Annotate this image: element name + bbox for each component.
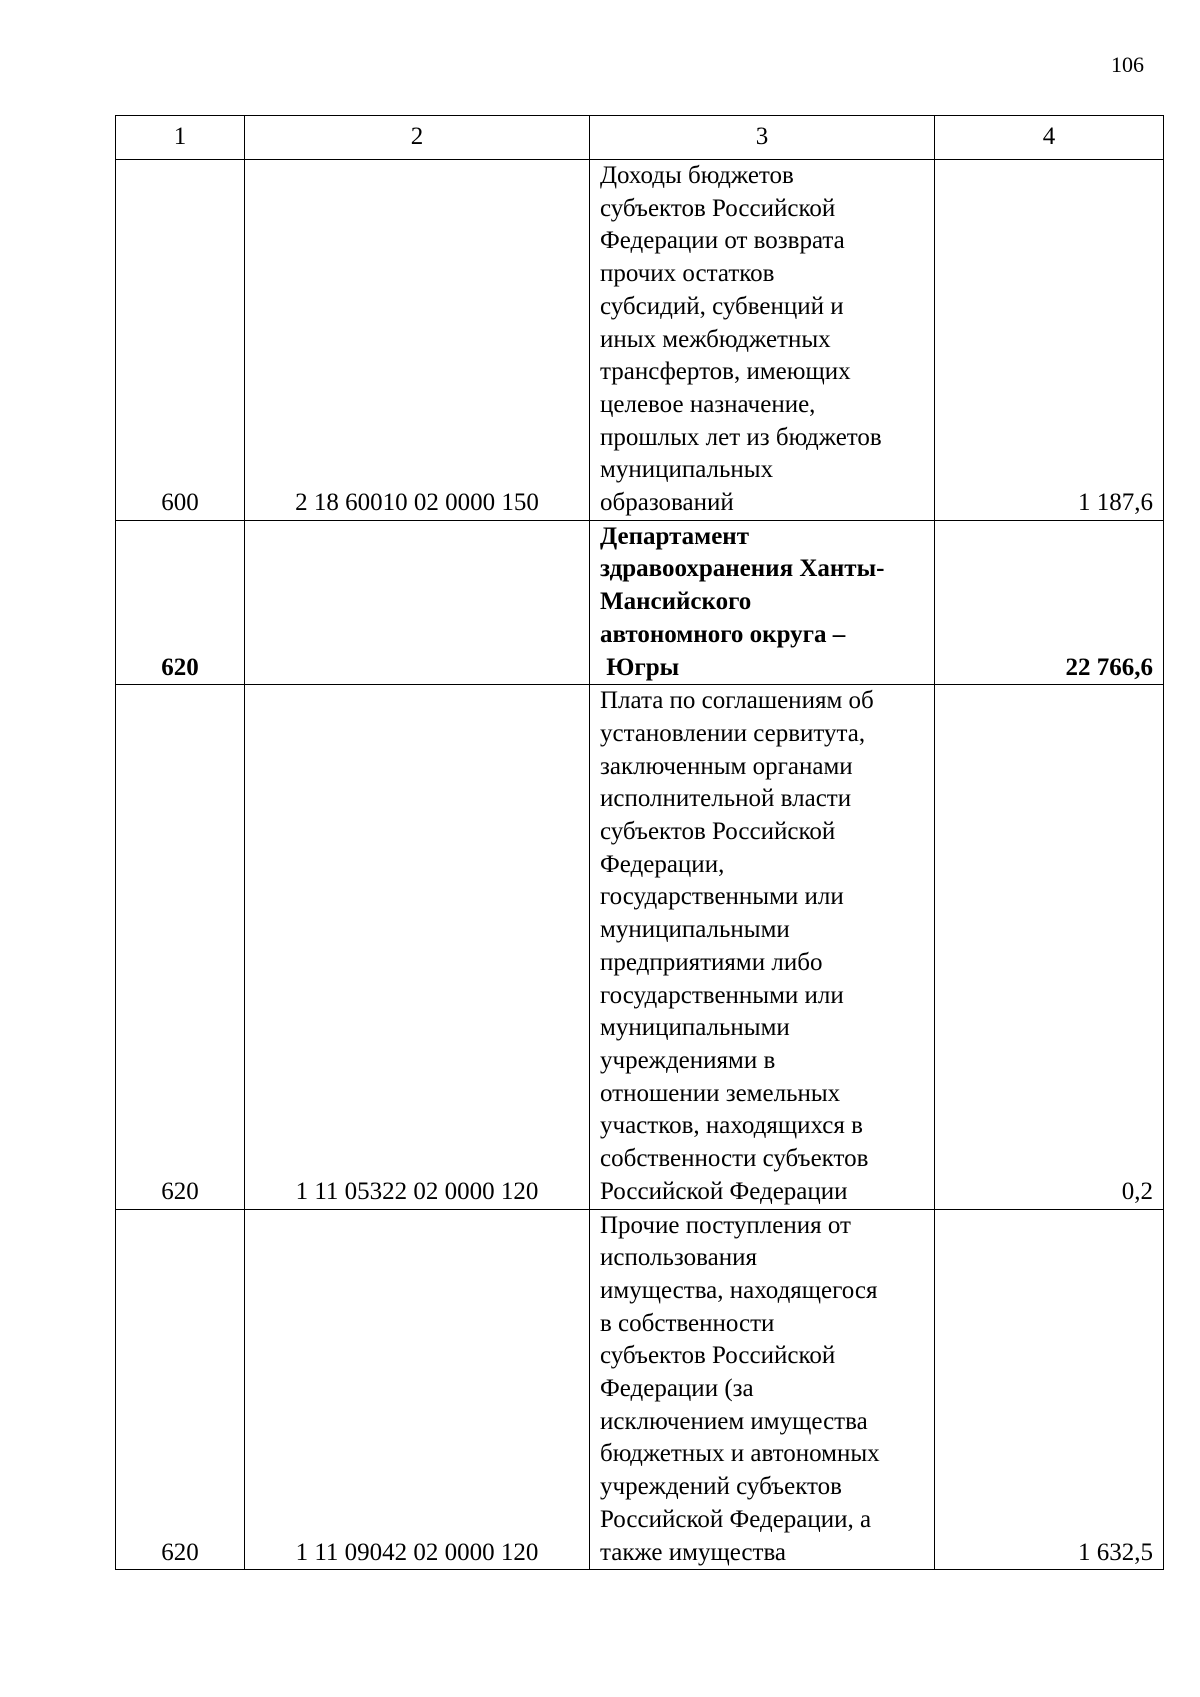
description-line: образований bbox=[600, 489, 734, 517]
description-line: предприятиями либо bbox=[600, 948, 823, 976]
budget-classification-code-cell bbox=[245, 520, 590, 685]
description-line: Федерации (за bbox=[600, 1375, 754, 1403]
amount-cell: 22 766,6 bbox=[935, 520, 1164, 685]
description-line: муниципальными bbox=[600, 916, 790, 944]
description-line: прочих остатков bbox=[600, 260, 775, 288]
table-row bbox=[116, 1209, 1164, 1570]
description-line: Доходы бюджетов bbox=[600, 162, 794, 189]
description-line: участков, находящихся в bbox=[600, 1112, 863, 1140]
description-line: имущества, находящегося bbox=[600, 1276, 878, 1304]
description-line: Российской Федерации bbox=[600, 1177, 848, 1205]
description-cell bbox=[590, 685, 935, 1209]
description-line: Югры bbox=[600, 653, 680, 681]
amount-cell: 1 187,6 bbox=[935, 160, 1164, 521]
description-line: собственности субъектов bbox=[600, 1145, 869, 1173]
description-line: Мансийского bbox=[600, 588, 752, 616]
description-line: государственными или bbox=[600, 981, 844, 1009]
amount-cell: 1 632,5 bbox=[935, 1209, 1164, 1570]
description-line: иных межбюджетных bbox=[600, 325, 831, 353]
description-line: здравоохранения Ханты- bbox=[600, 555, 885, 583]
description-line: государственными или bbox=[600, 883, 844, 911]
budget-classification-code-cell: 2 18 60010 02 0000 150 bbox=[245, 160, 590, 521]
description-line: Плата по соглашениям об bbox=[600, 687, 874, 715]
description-line: субъектов Российской bbox=[600, 194, 836, 222]
table-header-row bbox=[116, 116, 1164, 160]
table-row bbox=[116, 160, 1164, 521]
description-line: автономного округа – bbox=[600, 620, 846, 648]
page-number: 106 bbox=[1111, 52, 1144, 77]
description-line: субъектов Российской bbox=[600, 1342, 836, 1370]
description-cell bbox=[590, 520, 935, 685]
description-line: трансфертов, имеющих bbox=[600, 358, 851, 386]
description-line: Департамент bbox=[600, 522, 749, 550]
table-row bbox=[116, 520, 1164, 685]
description-line: отношении земельных bbox=[600, 1079, 841, 1107]
description-line: бюджетных и автономных bbox=[600, 1440, 880, 1468]
admin-code-cell: 620 bbox=[116, 685, 245, 1209]
header-col-4: 4 bbox=[935, 116, 1164, 160]
description-line: заключенным органами bbox=[600, 752, 853, 780]
description-line: учреждениями в bbox=[600, 1046, 776, 1074]
description-line: целевое назначение, bbox=[600, 390, 816, 418]
description-line: муниципальными bbox=[600, 1014, 790, 1042]
description-line: Федерации, bbox=[600, 850, 725, 878]
description-line: исключением имущества bbox=[600, 1407, 868, 1435]
description-cell bbox=[590, 1209, 935, 1570]
admin-code-cell: 620 bbox=[116, 520, 245, 685]
header-col-2: 2 bbox=[245, 116, 590, 160]
description-line: использования bbox=[600, 1244, 757, 1272]
description-line: установлении сервитута, bbox=[600, 719, 866, 747]
budget-classification-code-cell: 1 11 09042 02 0000 120 bbox=[245, 1209, 590, 1570]
revenue-table bbox=[115, 115, 1164, 1570]
header-col-3: 3 bbox=[590, 116, 935, 160]
description-line: субсидий, субвенций и bbox=[600, 292, 844, 320]
admin-code-cell: 600 bbox=[116, 160, 245, 521]
admin-code-cell: 620 bbox=[116, 1209, 245, 1570]
description-line: Федерации от возврата bbox=[600, 227, 845, 255]
table-body bbox=[116, 160, 1164, 1570]
description-cell bbox=[590, 160, 935, 521]
amount-cell: 0,2 bbox=[935, 685, 1164, 1209]
description-line: учреждений субъектов bbox=[600, 1473, 842, 1501]
description-line: исполнительной власти bbox=[600, 785, 852, 813]
description-line: Прочие поступления от bbox=[600, 1211, 851, 1239]
description-line: Российской Федерации, а bbox=[600, 1505, 872, 1533]
description-line: муниципальных bbox=[600, 456, 774, 484]
description-line: также имущества bbox=[600, 1538, 787, 1566]
description-line: в собственности bbox=[600, 1309, 775, 1337]
table-row bbox=[116, 685, 1164, 1209]
description-line: субъектов Российской bbox=[600, 818, 836, 846]
description-line: прошлых лет из бюджетов bbox=[600, 423, 882, 451]
budget-classification-code-cell: 1 11 05322 02 0000 120 bbox=[245, 685, 590, 1209]
header-col-1: 1 bbox=[116, 116, 245, 160]
